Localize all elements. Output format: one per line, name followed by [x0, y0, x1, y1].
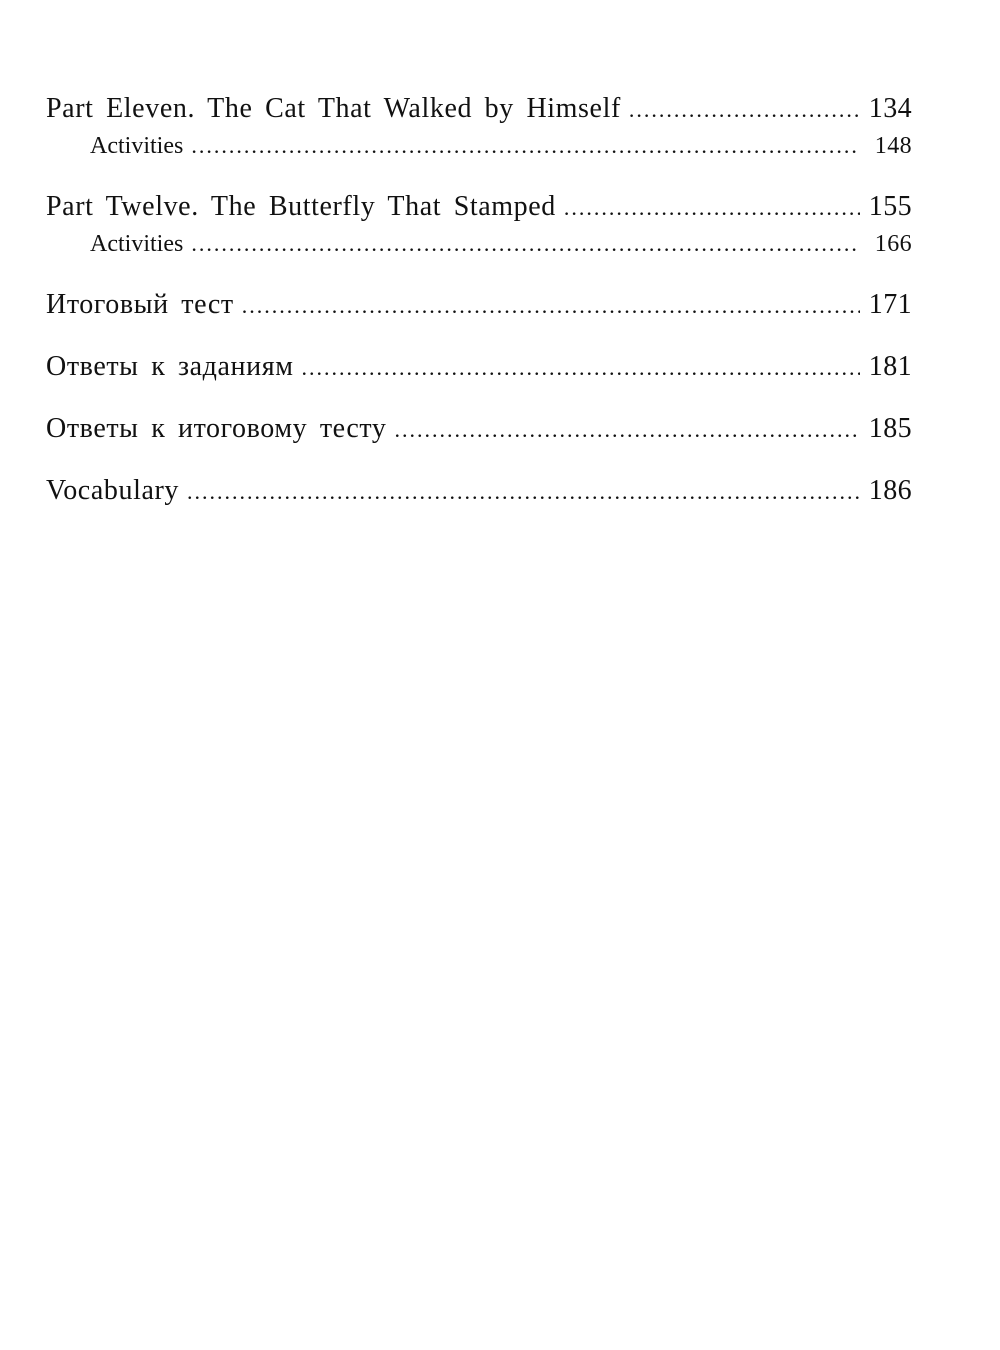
toc-entry-title: Part Twelve. The Butterfly That Stamped: [46, 191, 556, 222]
toc-entry-part-eleven: [46, 90, 912, 128]
toc-entry-page: 186: [868, 475, 912, 506]
dot-leader: [191, 128, 860, 164]
toc-entry-page: 134: [868, 93, 912, 124]
toc-entry-final-test: [46, 286, 912, 324]
toc-entry-page: 185: [868, 413, 912, 444]
toc-entry-answers-final-test: [46, 410, 912, 448]
toc-entry-page: 171: [868, 289, 912, 320]
toc-entry-page: 181: [868, 351, 912, 382]
toc-entry-page: 166: [874, 231, 912, 257]
toc-entry-answers-tasks: [46, 348, 912, 386]
toc-entry-title: Part Eleven. The Cat That Walked by Himself: [46, 93, 621, 124]
toc-entry-part-twelve: [46, 188, 912, 226]
toc-entry-title: Итоговый тест: [46, 289, 234, 320]
dot-leader: [242, 287, 860, 325]
dot-leader: [302, 349, 860, 387]
dot-leader: [395, 411, 860, 449]
toc-entry-title: Activities: [90, 133, 184, 159]
toc-entry-title: Activities: [90, 231, 184, 257]
dot-leader: [187, 473, 860, 511]
toc-entry-part-eleven-activities: [46, 128, 912, 164]
toc-entry-page: 148: [874, 133, 912, 159]
toc-entry-vocabulary: [46, 472, 912, 510]
toc-entry-title: Ответы к заданиям: [46, 351, 294, 382]
dot-leader: [564, 189, 860, 227]
dot-leader: [629, 91, 860, 129]
dot-leader: [191, 226, 860, 262]
table-of-contents: [46, 90, 912, 510]
toc-entry-title: Vocabulary: [46, 475, 179, 506]
toc-entry-part-twelve-activities: [46, 226, 912, 262]
toc-entry-title: Ответы к итоговому тесту: [46, 413, 387, 444]
toc-entry-page: 155: [868, 191, 912, 222]
